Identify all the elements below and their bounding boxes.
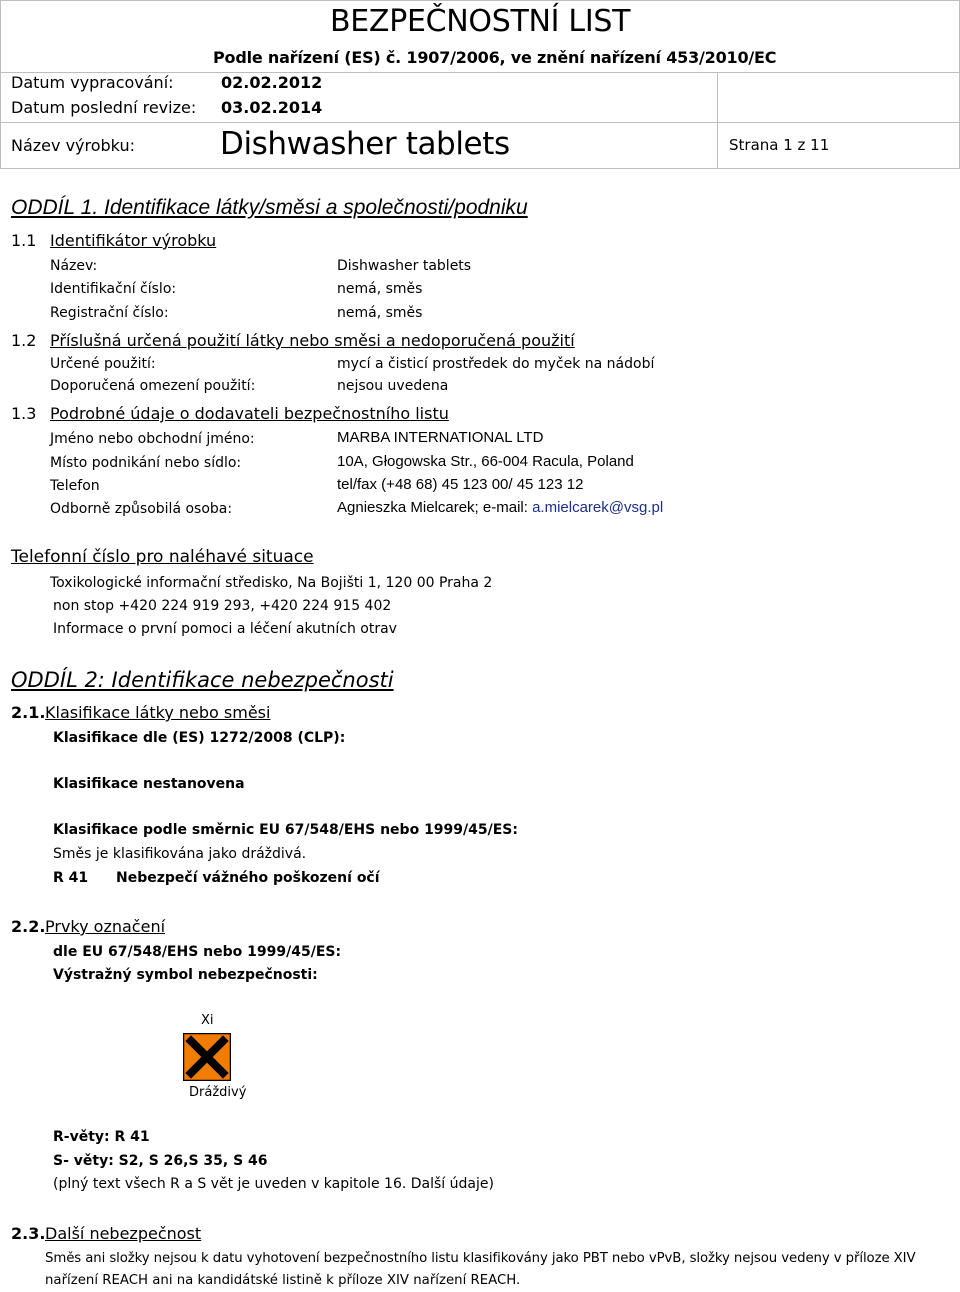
s11-label-id: Identifikační číslo: <box>50 281 177 297</box>
header-rule-2 <box>0 122 960 123</box>
s13-title: Podrobné údaje o dodavateli bezpečnostního listu <box>50 404 449 423</box>
s11-label-reg: Registrační číslo: <box>50 305 169 321</box>
s11-title: Identifikátor výrobku <box>50 231 217 250</box>
regulation-subtitle: Podle nařízení (ES) č. 1907/2006, ve znění nařízení 453/2010/EC <box>213 48 777 67</box>
s23-line-1: Směs ani složky nejsou k datu vyhotovení bezpečnostního listu klasifikovány jako PBT nebo vPvB, složky nejsou vedeny v příloze XIV <box>45 1251 916 1266</box>
s21-directive-text: Směs je klasifikována jako dráždivá. <box>53 846 307 862</box>
s13-label-company: Jméno nebo obchodní jméno: <box>50 431 255 447</box>
phrases-note: (plný text všech R a S vět je uveden v kapitole 16. Další údaje) <box>53 1176 494 1192</box>
s23-title: Další nebezpečnost <box>45 1224 202 1243</box>
s21-r-code: R 41 <box>53 870 89 886</box>
hazard-x-svg <box>183 1033 231 1081</box>
revision-label: Datum poslední revize: <box>11 98 197 117</box>
header-rule-3 <box>0 168 960 169</box>
revision-date: 03.02.2014 <box>221 98 323 117</box>
hazard-x-icon <box>183 1033 231 1081</box>
s13-value-company: MARBA INTERNATIONAL LTD <box>337 429 544 446</box>
prepared-label: Datum vypracování: <box>11 73 174 92</box>
s22-symbol-label: Výstražný symbol nebezpečnosti: <box>53 967 318 983</box>
product-name: Dishwasher tablets <box>220 126 510 162</box>
s21-directive-label: Klasifikace podle směrnic EU 67/548/EHS nebo 1999/45/ES: <box>53 822 518 838</box>
s11-number: 1.1 <box>11 231 37 250</box>
emergency-title: Telefonní číslo pro naléhavé situace <box>11 547 314 567</box>
section2-heading: ODDÍL 2: Identifikace nebezpečnosti <box>11 668 394 692</box>
s12-value-use: mycí a čisticí prostředek do myček na nádobí <box>337 356 655 372</box>
hazard-code: Xi <box>201 1013 214 1028</box>
header-rule-top <box>0 0 960 1</box>
s22-title: Prvky označení <box>45 917 166 936</box>
s13-label-phone: Telefon <box>50 478 100 494</box>
contact-email-link[interactable]: a.mielcarek@vsg.pl <box>532 499 664 516</box>
s23-line-2: nařízení REACH ani na kandidátské listině k příloze XIV nařízení REACH. <box>45 1273 521 1288</box>
s13-value-phone: tel/fax (+48 68) 45 123 00/ 45 123 12 <box>337 476 584 493</box>
s12-label-use: Určené použití: <box>50 356 156 372</box>
document-title: BEZPEČNOSTNÍ LIST <box>330 4 631 39</box>
header-rule-left <box>0 0 1 169</box>
emergency-line-2: non stop +420 224 919 293, +420 224 915 402 <box>53 598 392 614</box>
s23-number: 2.3. <box>11 1224 46 1243</box>
s22-directive-label: dle EU 67/548/EHS nebo 1999/45/ES: <box>53 944 342 960</box>
s11-value-name: Dishwasher tablets <box>337 258 472 274</box>
s21-number: 2.1. <box>11 703 46 722</box>
prepared-date: 02.02.2012 <box>221 73 323 92</box>
emergency-line-1: Toxikologické informační středisko, Na Bojišti 1, 120 00 Praha 2 <box>50 575 493 591</box>
s11-value-reg: nemá, směs <box>337 305 423 321</box>
emergency-line-3: Informace o první pomoci a léčení akutních otrav <box>53 621 397 637</box>
s21-title: Klasifikace látky nebo směsi <box>45 703 271 722</box>
s13-label-contact: Odborně způsobilá osoba: <box>50 501 233 517</box>
s22-number: 2.2. <box>11 917 46 936</box>
s13-number: 1.3 <box>11 404 37 423</box>
s13-value-address: 10A, Głogowska Str., 66-004 Racula, Poland <box>337 453 634 470</box>
s21-clp-label: Klasifikace dle (ES) 1272/2008 (CLP): <box>53 730 346 746</box>
product-label: Název výrobku: <box>11 136 135 155</box>
s-phrases: S- věty: S2, S 26,S 35, S 46 <box>53 1153 268 1169</box>
s11-label-name: Název: <box>50 258 98 274</box>
s12-number: 1.2 <box>11 331 37 350</box>
r-phrases: R-věty: R 41 <box>53 1129 150 1145</box>
s12-label-restrict: Doporučená omezení použití: <box>50 378 256 394</box>
s13-value-contact <box>337 499 663 516</box>
s21-clp-value: Klasifikace nestanovena <box>53 776 245 792</box>
section1-heading: ODDÍL 1. Identifikace látky/směsi a společnosti/podniku <box>11 196 528 219</box>
s13-label-address: Místo podnikání nebo sídlo: <box>50 455 242 471</box>
s21-r-text: Nebezpečí vážného poškození očí <box>116 870 380 886</box>
page-number: Strana 1 z 11 <box>729 136 830 154</box>
s11-value-id: nemá, směs <box>337 281 423 297</box>
hazard-name: Dráždivý <box>189 1085 247 1100</box>
s12-title: Příslušná určená použití látky nebo směsi a nedoporučená použití <box>50 331 575 350</box>
header-rule-mid <box>717 72 718 169</box>
contact-person: Agnieszka Mielcarek; e-mail: <box>337 499 533 516</box>
s12-value-restrict: nejsou uvedena <box>337 378 449 394</box>
